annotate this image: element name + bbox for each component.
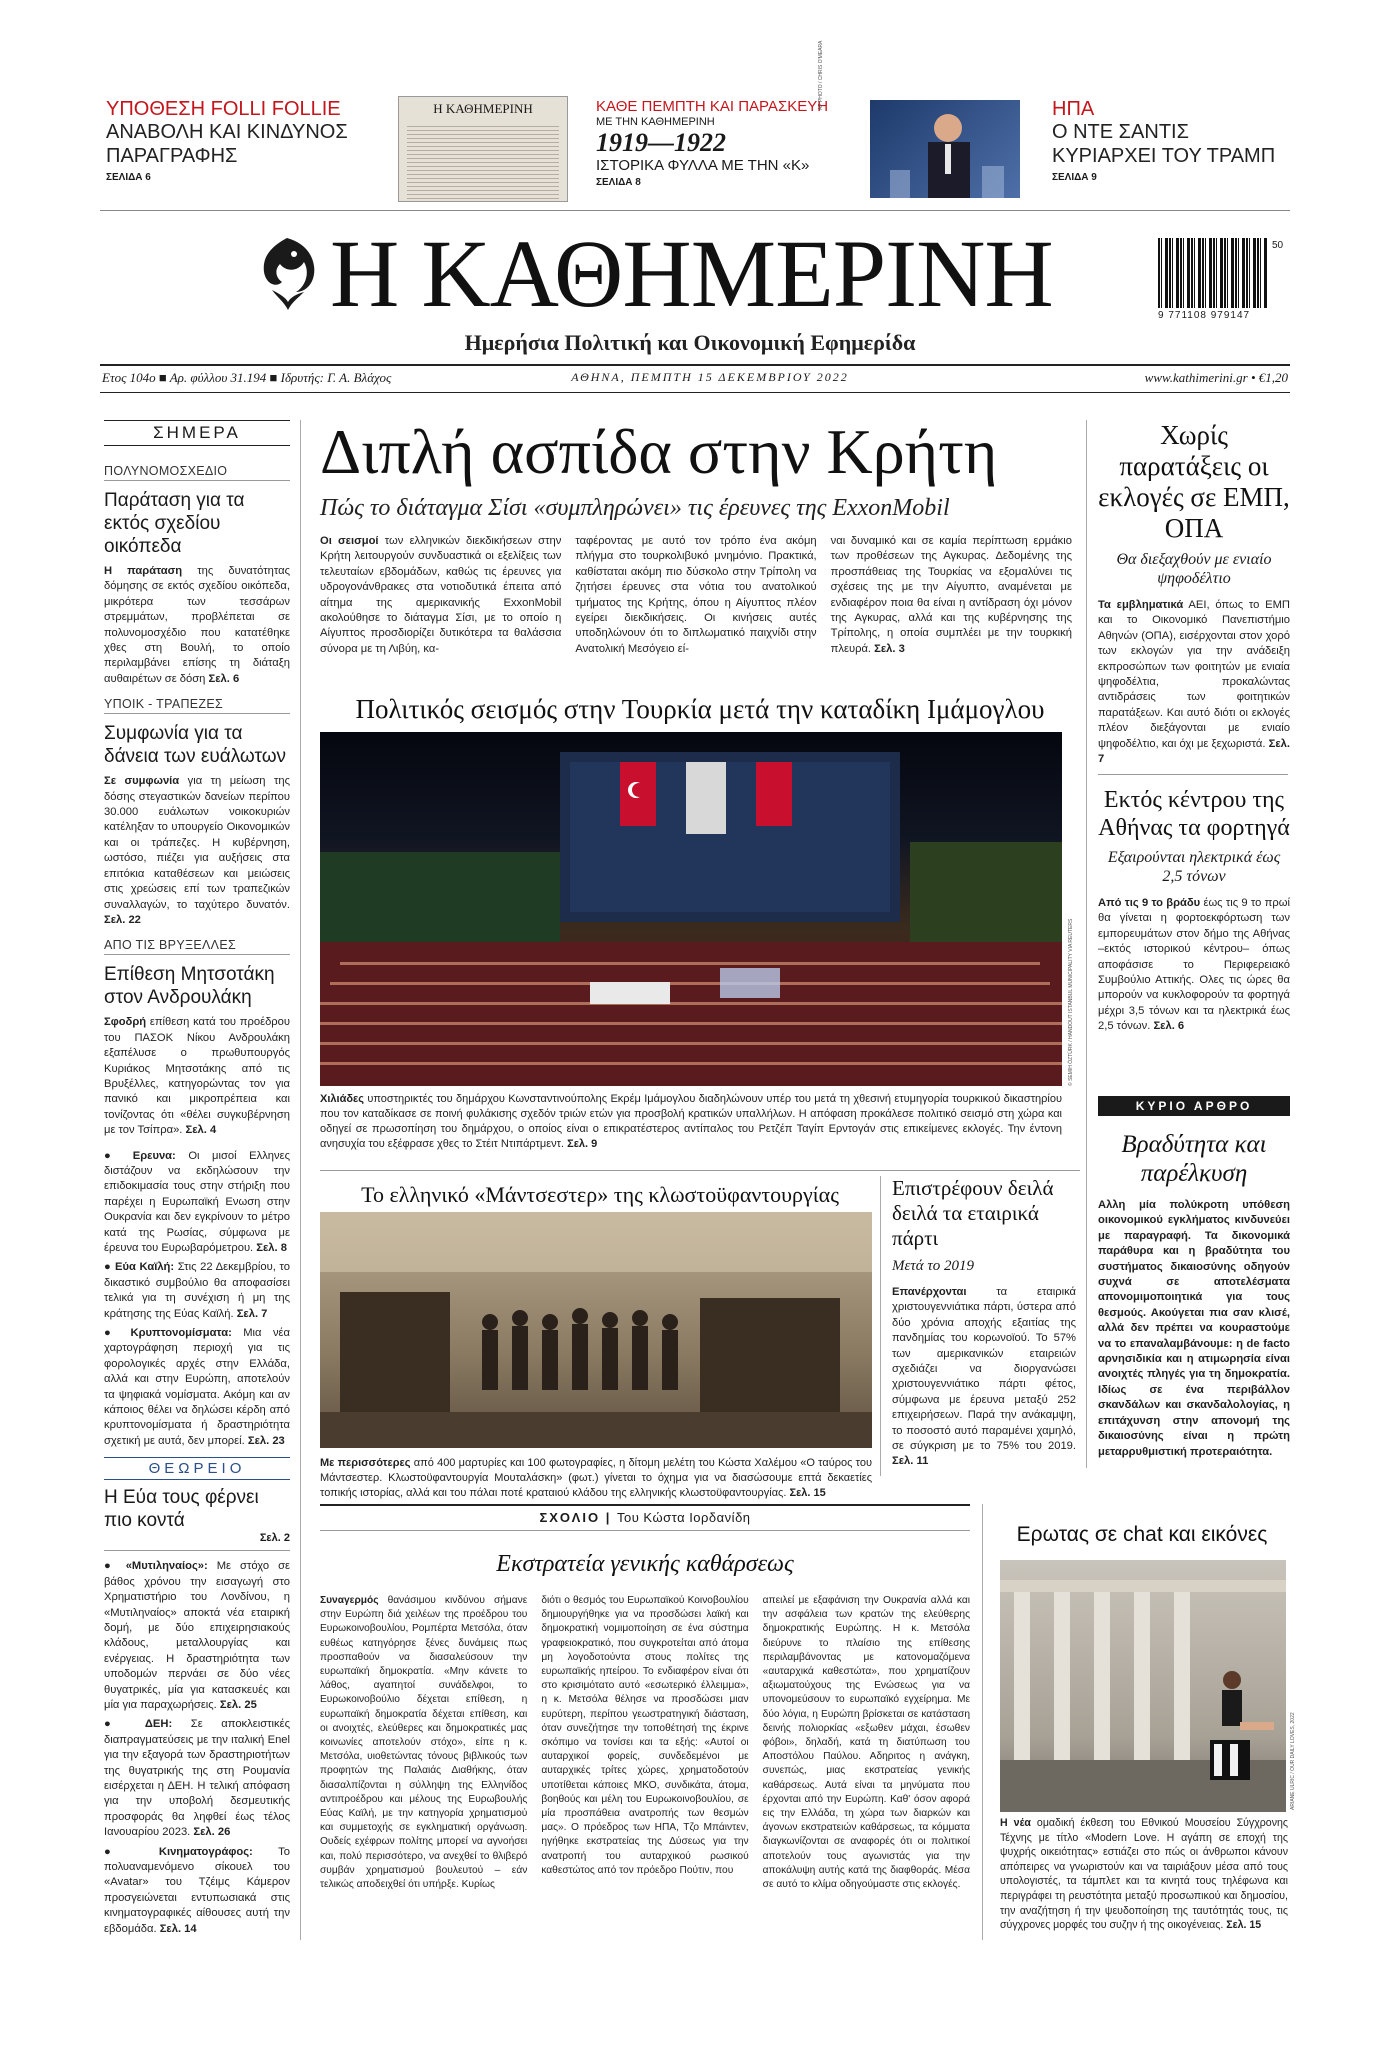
page-ref[interactable]: Σελ. 23: [247, 1434, 285, 1447]
today-header: ΣΗΜΕΡΑ: [104, 420, 290, 446]
page-ref[interactable]: Σελ. 15: [789, 1487, 826, 1499]
brief-item: ● Ερευνα: Οι μισοί Ελληνες διστάζουν να εκδηλώσουν την επιδοκιμασία τους στην στήριξη που παρέχει η Ευρωπαϊκή Ενωση στην Ουκρανία και δεν εγκρίνουν το μέτρο κατά της Ρωσίας, σύμφωνα με έρευνα του Ευρωβαρόμετρου. Σελ. 8: [104, 1149, 290, 1254]
lead-body: [320, 534, 1072, 664]
brief-item: ● «Μυτιληναίος»: Με στόχο σε βάθος χρόνου την εισαγωγή στο Χρηματιστήριο του Λονδίνου, η «Μυτιληναίος» αποκτά νέα εταιρική δομή, με δύο επιχειρησιακούς κλάδους, μεταλλουργίας και ενέργειας. Η δραστηριότητα των υποδομών περνάει σε δύο νέες θυγατρικές, μία για κατασκευές και μία για παραχωρήσεις. Σελ. 25: [104, 1560, 290, 1711]
story-lead: Σφοδρή: [104, 1016, 147, 1029]
story-text: Η παράταση της δυνατότητας δόμησης σε εκτός σχεδίου οικόπεδα, μικρότερα των τεσσάρων στρεμμάτων, προβλέπεται σε πολυνομοσχέδιο που κατατέθηκε χθες στη Βουλή, το οποίο περιλαμβάνει επίσης τη διάταξη αυθαιρέτων σε δόση Σελ. 6: [104, 565, 291, 685]
teaser-historic[interactable]: [596, 98, 856, 198]
lead-subhead: Πώς το διάταγμα Σίσι «συμπληρώνει» τις έρευνες της ExxonMobil: [320, 495, 950, 521]
masthead-rule-top: [100, 364, 1290, 366]
manchester-caption: Με περισσότερες από 400 μαρτυρίες και 100 φωτογραφίες, η δίτομη μελέτη του Κώστα Χαλέμου «Ο ταύρος του Μάντσεστερ. Κλωστοϋφαντουργία Μουταλάσκη» (φωτ.) γίνεται το όχημα για να διασώσουμε επτά δεκαετίες τοπικής ιστορίας, αλλά και του πάλαι ποτέ κραταιού κλάδου της ελληνικής κλωστοϋφαντουργίας. Σελ. 15: [320, 1457, 872, 1499]
desantis-photo: [870, 100, 1020, 198]
turkey-caption: Χιλιάδες υποστηρικτές του δημάρχου Κωνσταντινούπολης Εκρέμ Ιμάμογλου διαδηλώνουν υπέρ του μετά τη χθεσινή ετυμηγορία τουρκικού δικαστηρίου που τον καταδίκασε σε ποινή φυλάκισης σχεδόν τριών ετών για προσβολή κρατικών υπαλλήλων. Η απόφαση προκάλεσε πολιτικό σεισμό στη χώρα και οδηγεί σε πρωσοπίηση του δημάρχου, ο οποίος είναι ο επικρατέστερος αντίπαλος του Ρετζέπ Ταγίπ Ερντογάν στις επικείμενες εκλογές. Την έντονη ανησυχία του εξέφρασε χθες το Στέιτ Ντιπάρτμεντ. Σελ. 9: [320, 1093, 1062, 1150]
page-ref[interactable]: Σελ. 4: [185, 1124, 217, 1137]
page-ref[interactable]: Σελ. 22: [104, 913, 141, 926]
left-column-divider: [300, 420, 301, 1940]
brief-item: ● ΔΕΗ: Σε αποκλειστικές διαπραγματεύσεις με την ιταλική Enel για την εξαγορά των δραστηριοτήτων της θυγατρικής της στη Ρουμανία εισέρχεται η ΔΕΗ. Η τελική απόφαση για την υποβολή δεσμευτικής προσφοράς θα ληφθεί έως τέλος Ιανουαρίου 2023. Σελ. 26: [104, 1718, 290, 1839]
page-ref[interactable]: Σελ. 25: [219, 1698, 257, 1711]
bullet-icon: ●: [104, 1261, 112, 1274]
teaser-kicker: ΚΑΘΕ ΠΕΜΠΤΗ ΚΑΙ ΠΑΡΑΣΚΕΥΗ: [596, 98, 829, 115]
bullet-icon: ●: [104, 1149, 121, 1162]
story-text: Σφοδρή επίθεση κατά του προέδρου του ΠΑΣΟΚ Νίκου Ανδρουλάκη εξαπέλυσε ο πρωθυπουργός Κυριάκος Μητσοτάκης από τις Βρυξέλλες, κατηγορώντας τον για πανικό και μικροπρέπεια και τονίζοντας ότι «θέλει συγκυβέρνηση με τον Τσίπρα». Σελ. 4: [104, 1016, 290, 1137]
manchester-headline[interactable]: Το ελληνικό «Μάντσεστερ» της κλωστοϋφαντουργίας: [361, 1182, 839, 1207]
comment-col: Συναγερμός θανάσιμου κινδύνου σήμανε στην Ευρώπη διά χειλέων της προέδρου του Ευρωκοινοβουλίου, Ρομπέρτα Μετσόλα, όταν ευθέως κατηγόρησε ξένες δυνάμεις πως προσπαθούν να διασαλεύσουν την ευρωπαϊκή δημοκρατία. «Μην κάνετε το λάθος, αγαπητοί συνάδελφοι, το Ευρωκοινοβούλιο δέχεται επίθεση, η ευρωπαϊκή δημοκρατία δέχεται επίθεση, και οι ανοιχτές, ελεύθερες και δημοκρατικές μας κοινωνίες αποτελούν στόχο», είπε η κ. Μετσόλα, υιοθετώντας τόνους βιβλικούς των προφητών της Παλαιάς Διαθήκης, όταν διασαλπίζονται η σύλληψη της Ελληνίδος αντιπροέδρου και μέλους της Ευρωβουλής Εύας Καϊλή, με την κατηγορία χρηματισμού και συμμετοχής σε εγκληματική οργάνωση. Ουδείς εχέφρων πολίτης μπορεί να αγνοήσει και, πολύ περισσότερο, να ανεχθεί το θλιβερό συμβάν χρηματισμού βουλευτού – εάν τελικώς αποδειχθεί ότι υπήρξε. Κυρίως: [320, 1595, 528, 1891]
love-photo: [1000, 1560, 1286, 1812]
brief-item: ● Εύα Καϊλή: Στις 22 Δεκεμβρίου, το δικαστικό συμβούλιο θα αποφασίσει τελικά για τη συνέχιση ή μη της κράτησης της Εύας Καϊλή. Σελ. 7: [104, 1261, 290, 1320]
brief-item: ● Κινηματογράφος: Το πολυαναμενόμενο σίκουελ του «Avatar» του Τζέιμς Κάμερον προσγειώνεται εντυπωσιακά στις κινηματογραφικές αίθουσες αυτή την εβδομάδα. Σελ. 14: [104, 1845, 290, 1935]
page-ref[interactable]: Σελ. 9: [567, 1138, 598, 1150]
issue-info: Ετος 104ο ■ Αρ. φύλλου 31.194 ■ Ιδρυτής: Γ. Α. Βλάχος: [102, 370, 392, 385]
story-lead: Επανέρχονται: [892, 1286, 967, 1298]
divider: [104, 1550, 290, 1551]
editorial-headline[interactable]: Βραδύτητα και παρέλκυση: [1121, 1131, 1267, 1187]
section-label: ΥΠΟΙΚ - ΤΡΑΠΕΖΕΣ: [104, 697, 290, 714]
page-ref[interactable]: Σελ. 6: [1153, 1020, 1185, 1033]
story-headline[interactable]: Επιστρέφουν δειλά δειλά τα εταιρικά πάρτι: [892, 1176, 1054, 1250]
theoreio-header: ΘΕΩΡΕΙΟ: [104, 1457, 290, 1480]
lead-headline[interactable]: Διπλή ασπίδα στην Κρήτη: [320, 416, 998, 487]
right-story-trucks: [1098, 786, 1290, 1086]
teaser-headline: Ο ΝΤΕ ΣΑΝΤΙΣ ΚΥΡΙΑΡΧΕΙ ΤΟΥ ΤΡΑΜΠ: [1052, 121, 1276, 167]
comment-col: απειλεί με εξαφάνιση την Ουκρανία αλλά και την ασφάλεια των κρατών της ελεύθερης δημοκρατικής Ευρώπης. Η κ. Μετσόλα διεύρυνε το πλαίσιο της επίθεσης περιλαμβάνοντας με κατονομαζόμενα «αυταρχικά καθεστώτα», που χρηματίζουν αξιωματούχους της Ενώσεως για να υπονομεύσουν το ευρωπαϊκό εγχείρημα. Με δύο λόγια, η Ευρώπη βρίσκεται σε κατάσταση δεινής πολιορκίας «εξωθεν μάχαι, έσωθεν φόβοι», δηλαδή, κατά τη διατύπωση του Αποστόλου Παύλου. Αδηριτος η ανάγκη, συνεπώς, μιας εκστρατείας γενικής καθάρσεως. Αυτά είναι τα μηνύματα που έρχονται από την Ευρώπη. Καθ' όσον αφορά εις την Ελλάδα, τη χώρα των διαρκών και άγονων εκστρατειών καθάρσεως, τα κόμματα διαγκωνίζονται σε αναφορές ότι οι πολιτικοί αποτελούν τους αγωνιστάς για την αποκάλυψη αυτής κατά της διαφθοράς. Μέσα σε αυτό το κλίμα οδηγούμαστε στις εκλογές.: [762, 1595, 970, 1891]
crowd-illustration: [320, 732, 1062, 1086]
comment-col: διότι ο θεσμός του Ευρωπαϊκού Κοινοβουλίου δημιουργήθηκε για να προσδώσει λαϊκή και δημοκρατική νομιμοποίηση σε ένα σύστημα γραφειοκρατικό, που συγκροτείται από άτομα μη λογοδοτούντα στους πολίτες της ευρωπαϊκής ηπείρου. Το ενδιαφέρον είναι ότι στο κρισιμότατο αυτό «εσωτερικό έλλειμμα», η κ. Μετσόλα θέλησε να προσδώσει μιαν ευρύτερη, περίπου γεωστρατηγική διάσταση, όταν συνεζήτησε την τοποθέτησή της έκρινε σκόπιμο να τονίσει και τα εξής: «Αυτοί οι αυταρχικοί φορείς, συνδεδεμένοι με αυταρχικές τρίτες χώρες, χρηματοδοτούν υποτίθεται κάποιες ΜΚΟ, συνδικάτα, άτομα, βοηθούς και μέλη του Ευρωκοινοβουλίου, σε μία προσπάθεια ανατροπής των θεσμών μας». Ο πρόεδρος των ΗΠΑ, Τζο Μπάιντεν, ηγήθηκε εκστρατείας της Δύσεως για την ανατροπή του αυταρχικού ρωσικού καθεστώτος από τον πρόεδρο Πούτιν, που: [541, 1595, 749, 1876]
bullet-icon: ●: [104, 1327, 120, 1340]
logo-emblem: [252, 232, 322, 316]
bullet-icon: ●: [104, 1845, 134, 1858]
turkey-photo: [320, 732, 1062, 1086]
masthead-rule-bottom: [100, 392, 1290, 393]
story-headline[interactable]: Χωρίς παρατάξεις οι εκλογές σε ΕΜΠ, ΟΠΑ: [1098, 420, 1290, 543]
story-text: Τα εμβληματικά ΑΕΙ, όπως το ΕΜΠ και το Οικονομικό Πανεπιστήμιο Αθηνών (ΟΠΑ), εισέρχονται στον χορό των εκλογών για την ανάδειξη εκπροσώπων των φοιτητών με ενιαία ψηφοδέλτια, προκαλώντας αντιδράσεις των φοιτητικών παρατάξεων. Και αυτό διότι οι εκλογές πλέον διεξάγονται με ενιαίο ψηφοδέλτιο, και όχι με ξεχωριστά. Σελ. 7: [1098, 599, 1291, 766]
teaser-historic-thumb[interactable]: [398, 96, 568, 202]
story-lead: Συναγερμός: [320, 1595, 379, 1606]
page-ref[interactable]: Σελ. 15: [1226, 1919, 1262, 1932]
left-column: [104, 420, 290, 1940]
teaser-page: ΣΕΛΙΔΑ 9: [1052, 172, 1097, 183]
story-text: Σε συμφωνία για τη μείωση της δόσης στεγαστικών δανείων περίπου 30.000 ευάλωτων νοικοκυριών κατέληξαν το υπουργείο Οικονομικών και οι τράπεζες. Η κυβέρνηση, ωστόσο, πιέζει για αυξήσεις στα επιτόκια καταθέσεων και μειώσεις στις χρεώσεις επί των τραπεζικών συναλλαγών, το ταχύτερο δυνατόν. Σελ. 22: [104, 775, 291, 926]
teaser-kicker: ΗΠΑ: [1052, 98, 1095, 120]
top-divider: [100, 210, 1290, 211]
story-lead: Οι σεισμοί: [320, 535, 379, 547]
story-lead: Με περισσότερες: [320, 1457, 411, 1469]
manchester-photo: [320, 1212, 872, 1448]
right-story-elections: [1098, 420, 1291, 766]
comment-headline[interactable]: Εκστρατεία γενικής καθάρσεως: [496, 1551, 794, 1577]
story-text: Επανέρχονται τα εταιρικά χριστουγεννιάτικα πάρτι, ύστερα από δύο χρόνια αποχής εξαιτίας της πανδημίας του κορωνοϊού. Το 57% των αμερικανικών εταιρειών σχεδιάζει να διοργανώσει χριστουγεννιάτικο πάρτι φέτος, σύμφωνα με έρευνα μεταξύ 252 επιχειρήσεων. Παρά την ανάκαμψη, το ποσοστό αυτό παραμένει χαμηλό, σε σύγκριση με το 75% του 2019. Σελ. 11: [892, 1286, 1076, 1468]
page-ref[interactable]: Σελ. 11: [892, 1455, 929, 1468]
story-headline[interactable]: Παράταση για τα εκτός σχεδίου οικόπεδα: [104, 490, 245, 557]
photo-credit: ARIANE ULRIC / OUR DAILY LOVES, 2022: [1290, 1712, 1296, 1810]
website-price: www.kathimerini.gr • €1,20: [1144, 370, 1288, 385]
divider: [880, 1176, 881, 1476]
section-label: ΑΠΟ ΤΙΣ ΒΡΥΞΕΛΛΕΣ: [104, 938, 290, 955]
issue-date: ΑΘΗΝΑ, ΠΕΜΠΤΗ 15 ΔΕΚΕΜΒΡΙΟΥ 2022: [571, 370, 849, 384]
teaser-sub: ΜΕ ΤΗΝ ΚΑΘΗΜΕΡΙΝΗ: [596, 116, 715, 128]
comment-label: ΣΧΟΛΙΟ: [539, 1510, 601, 1525]
page-ref[interactable]: Σελ. 26: [193, 1826, 231, 1839]
theoreio-headline[interactable]: Η Εύα τους φέρνει πιο κοντά: [104, 1487, 259, 1532]
section-label: ΠΟΛΥΝΟΜΟΣΧΕΔΙΟ: [104, 464, 290, 481]
editorial-label: ΚΥΡΙΟ ΑΡΘΡΟ: [1098, 1096, 1290, 1116]
barcode-price-code: 50: [1272, 240, 1284, 251]
brief-item: ● Κρυπτονομίσματα: Μια νέα χαρτογράφηση περιοχή για τις φορολογικές αρχές στην Ελλάδα, αλλά και στην Ευρώπη, αποτελούν τα ψηφιακά νομίσματα. Ακόμη και αν κάποιος θέλει να δηλώσει κέρδη από κρυπτονομίσματα ή δραστηριότητα σχετική με αυτά, δεν μπορεί. Σελ. 23: [104, 1327, 290, 1447]
teaser-folli-follie[interactable]: [106, 98, 366, 198]
lead-col: ναι δυναμικό και σε καμία περίπτωση ερμάκιο των προθέσεων της Αγκυρας. Δεδομένης της προσπάθειας της Τουρκίας να εξομαλύνει τις σχέσεις της με την Αίγυπτο, αναμένεται με ενδιαφέρον ποια θα είναι η αντίδραση όχι μόνον της Αγκυρας, αλλά και της κυβέρνησης της Τρίπολης, η οποία συμπλέει με την τουρκική πλευρά. Σελ. 3: [830, 535, 1072, 655]
page-ref[interactable]: Σελ. 7: [1098, 737, 1291, 766]
story-headline[interactable]: Συμφωνία για τα δάνεια των ευάλωτων: [104, 723, 287, 768]
comment-rule-mid: [320, 1530, 970, 1531]
brief-list: [104, 1149, 290, 1450]
story-lead: Από τις 9 το βράδυ: [1098, 897, 1201, 909]
story-sub: Μετά το 2019: [892, 1258, 975, 1274]
lead-col: Οι σεισμοί των ελληνικών διεκδικήσεων στην Κρήτη λειτουργούν συνδυαστικά οι εξελίξεις των τελευταίων εβδομάδων, καθώς τις έρευνες για υδρογονάνθρακες στα νοτιοδυτικά έπειτα από αίτημα της αμερικανικής ExxonMobil ακολούθησε το διάταγμα Σίσι, με το οποίο η Αίγυπτος προσδιορίζει δυτικότερα τα θαλάσσια σύνορα με τη Λιβύη, κα-: [320, 535, 562, 655]
photo-credit: ΑΡ PHOTO / CHRIS O'MEARA: [818, 40, 824, 110]
story-text: Από τις 9 το βράδυ έως τις 9 το πρωί θα γίνεται η φορτοεκφόρτωση των εμπορευμάτων στον δήμο της Αθήνας –εκτός ιστορικού κέντρου– όπως αποφάσισε το Περιφερειακό Συμβούλιο Αττικής. Ολες τις ώρες θα μπορούν να κυκλοφορούν τα φορτηγά μέχρι 3,5 τόνων και τα ηλεκτρικά έως 2,5 τόνων. Σελ. 6: [1098, 897, 1290, 1033]
teaser-headline: ΑΝΑΒΟΛΗ ΚΑΙ ΚΙΝΔΥΝΟΣ ΠΑΡΑΓΡΑΦΗΣ: [106, 121, 348, 167]
bullet-icon: ●: [104, 1718, 127, 1731]
teaser-desantis[interactable]: [1052, 98, 1292, 198]
teaser-page: ΣΕΛΙΔΑ 8: [596, 177, 641, 188]
page-ref[interactable]: Σελ. 14: [159, 1922, 197, 1935]
turkey-headline[interactable]: Πολιτικός σεισμός στην Τουρκία μετά την καταδίκη Ιμάμογλου: [355, 694, 1045, 724]
comment-author: Του Κώστα Ιορδανίδη: [616, 1510, 751, 1525]
thumb-title: Η ΚΑΘΗΜΕΡΙΝΗ: [433, 101, 533, 116]
divider: [320, 1170, 1080, 1171]
barcode: [1158, 238, 1286, 328]
barcode-digits: 9 771108 979147: [1158, 310, 1251, 321]
comment-rule-top: [320, 1504, 970, 1506]
page-ref[interactable]: Σελ. 7: [236, 1307, 268, 1320]
divider: [982, 1504, 983, 1940]
phoenix-logo-icon: [252, 232, 322, 316]
story-sub: Εξαιρούνται ηλεκτρικά έως 2,5 τόνων: [1107, 849, 1281, 885]
story-headline[interactable]: Επίθεση Μητσοτάκη στον Ανδρουλάκη: [104, 964, 275, 1009]
divider: [1098, 774, 1288, 775]
comment-body: [320, 1594, 970, 1940]
factory-workers-illustration: [320, 1212, 872, 1448]
page-ref[interactable]: Σελ. 2: [259, 1532, 290, 1545]
love-headline[interactable]: Ερωτας σε chat και εικόνες: [1016, 1523, 1268, 1546]
barcode-bars: [1158, 238, 1268, 308]
parties-story: [892, 1176, 1076, 1476]
teaser-headline: ΙΣΤΟΡΙΚΑ ΦΥΛΛΑ ΜΕ ΤΗΝ «Κ»: [596, 157, 810, 174]
page-ref[interactable]: Σελ. 6: [208, 672, 240, 685]
masthead-title: Η ΚΑΘΗΜΕΡΙΝΗ: [330, 220, 1053, 327]
editorial-text: Αλλη μία πολύκροτη υπόθεση οικονομικού εγκλήματος κινδυνεύει με παραγραφή. Τα δικονομικά παράθυρα και η βραδύτητα του συστήματος δικαιοσύνης οδηγούν συχνά σε αποτελέσματα απονομιμοποιητικά για τους θεσμούς. Ακούγεται πια σαν κλισέ, αλλά δεν πρέπει να κουραστούμε να το επαναλαμβάνουμε: η de facto αρνησιδικία και η ατιμωρησία είναι ανοιχτές πληγές για τη δημοκρατία. Ιδίως σε ένα περιβάλλον σκανδάλων και σκανδαλολογίας, η επιτάχυνση στην απονομή της δικαιοσύνης είναι η πρώτη μεταρρυθμιστική προτεραιότητα.: [1098, 1199, 1290, 1458]
editorial: [1098, 1096, 1290, 1466]
teaser-years: 1919—1922: [596, 128, 726, 157]
person-figure-icon: [870, 100, 1020, 198]
comment-label-row: ΣΧΟΛΙΟ | Του Κώστα Ιορδανίδη: [539, 1510, 751, 1525]
page-ref[interactable]: Σελ. 8: [256, 1242, 287, 1254]
photo-credit: © SEMIH ÖZTÜRK / HANDOUT ISTANBUL MUNICIPALITY VIA REUTERS: [1068, 918, 1074, 1086]
story-lead: Χιλιάδες: [320, 1093, 364, 1105]
bullet-icon: ●: [104, 1560, 117, 1573]
story-lead: Η νέα: [1000, 1817, 1031, 1829]
teaser-page: ΣΕΛΙΔΑ 6: [106, 172, 151, 183]
story-lead: Η παράταση: [104, 565, 183, 577]
masthead-subtitle: Ημερήσια Πολιτική και Οικονομική Εφημερίδα: [464, 330, 916, 355]
love-caption: Η νέα ομαδική έκθεση του Εθνικού Μουσείου Σύγχρονης Τέχνης με τίτλο «Modern Love. Η αγάπη σε εποχή της ψυχρής οικειότητας» εστιάζει στο πώς οι άνθρωποι κάνουν απόπειρες να γνωριστούν και να ταιριάξουν μέσα από τους υπολογιστές, τα τάμπλετ και τα κινητά τους τηλέφωνα και περιγράφει τη ρευστότητα μεταξύ προσωπικού και δημοσίου, την αναζήτηση ή την ψευδοποίηση της ταυτότητάς τους, τις σύγχρονες μορφές του συζην ή της οικογένειας. Σελ. 15: [1000, 1817, 1288, 1932]
colonnade-illustration: [1000, 1560, 1286, 1812]
story-lead: Τα εμβληματικά: [1098, 599, 1184, 611]
story-headline[interactable]: Εκτός κέντρου της Αθήνας τα φορτηγά: [1098, 787, 1290, 841]
brief-list: [104, 1559, 290, 1937]
main-right-divider: [1086, 420, 1087, 1468]
page-ref[interactable]: Σελ. 3: [874, 642, 905, 655]
story-sub: Θα διεξαχθούν με ενιαίο ψηφοδέλτιο: [1116, 551, 1272, 587]
lead-col: ταφέροντας με αυτό τον τρόπο ένα ακόμη πλήγμα στο τουρκολιβυκό μνημόνιο. Πρακτικά, καθίσταται ακόμη πιο δύσκολο στην Τρίπολη να ζητήσει έρευνες στα νότια του ανατολικού τμήματος της Κρήτης, όπου η Αίγυπτος πλέον εγείρει διεκδικήσεις. Οι κινήσεις αυτές υποδηλώνουν ότι το διπλωματικό παιχνίδι στην Ανατολική Μεσόγειο εί-: [575, 535, 817, 655]
teaser-kicker: ΥΠΟΘΕΣΗ FOLLI FOLLIE: [106, 98, 341, 120]
story-lead: Σε συμφωνία: [104, 775, 180, 788]
